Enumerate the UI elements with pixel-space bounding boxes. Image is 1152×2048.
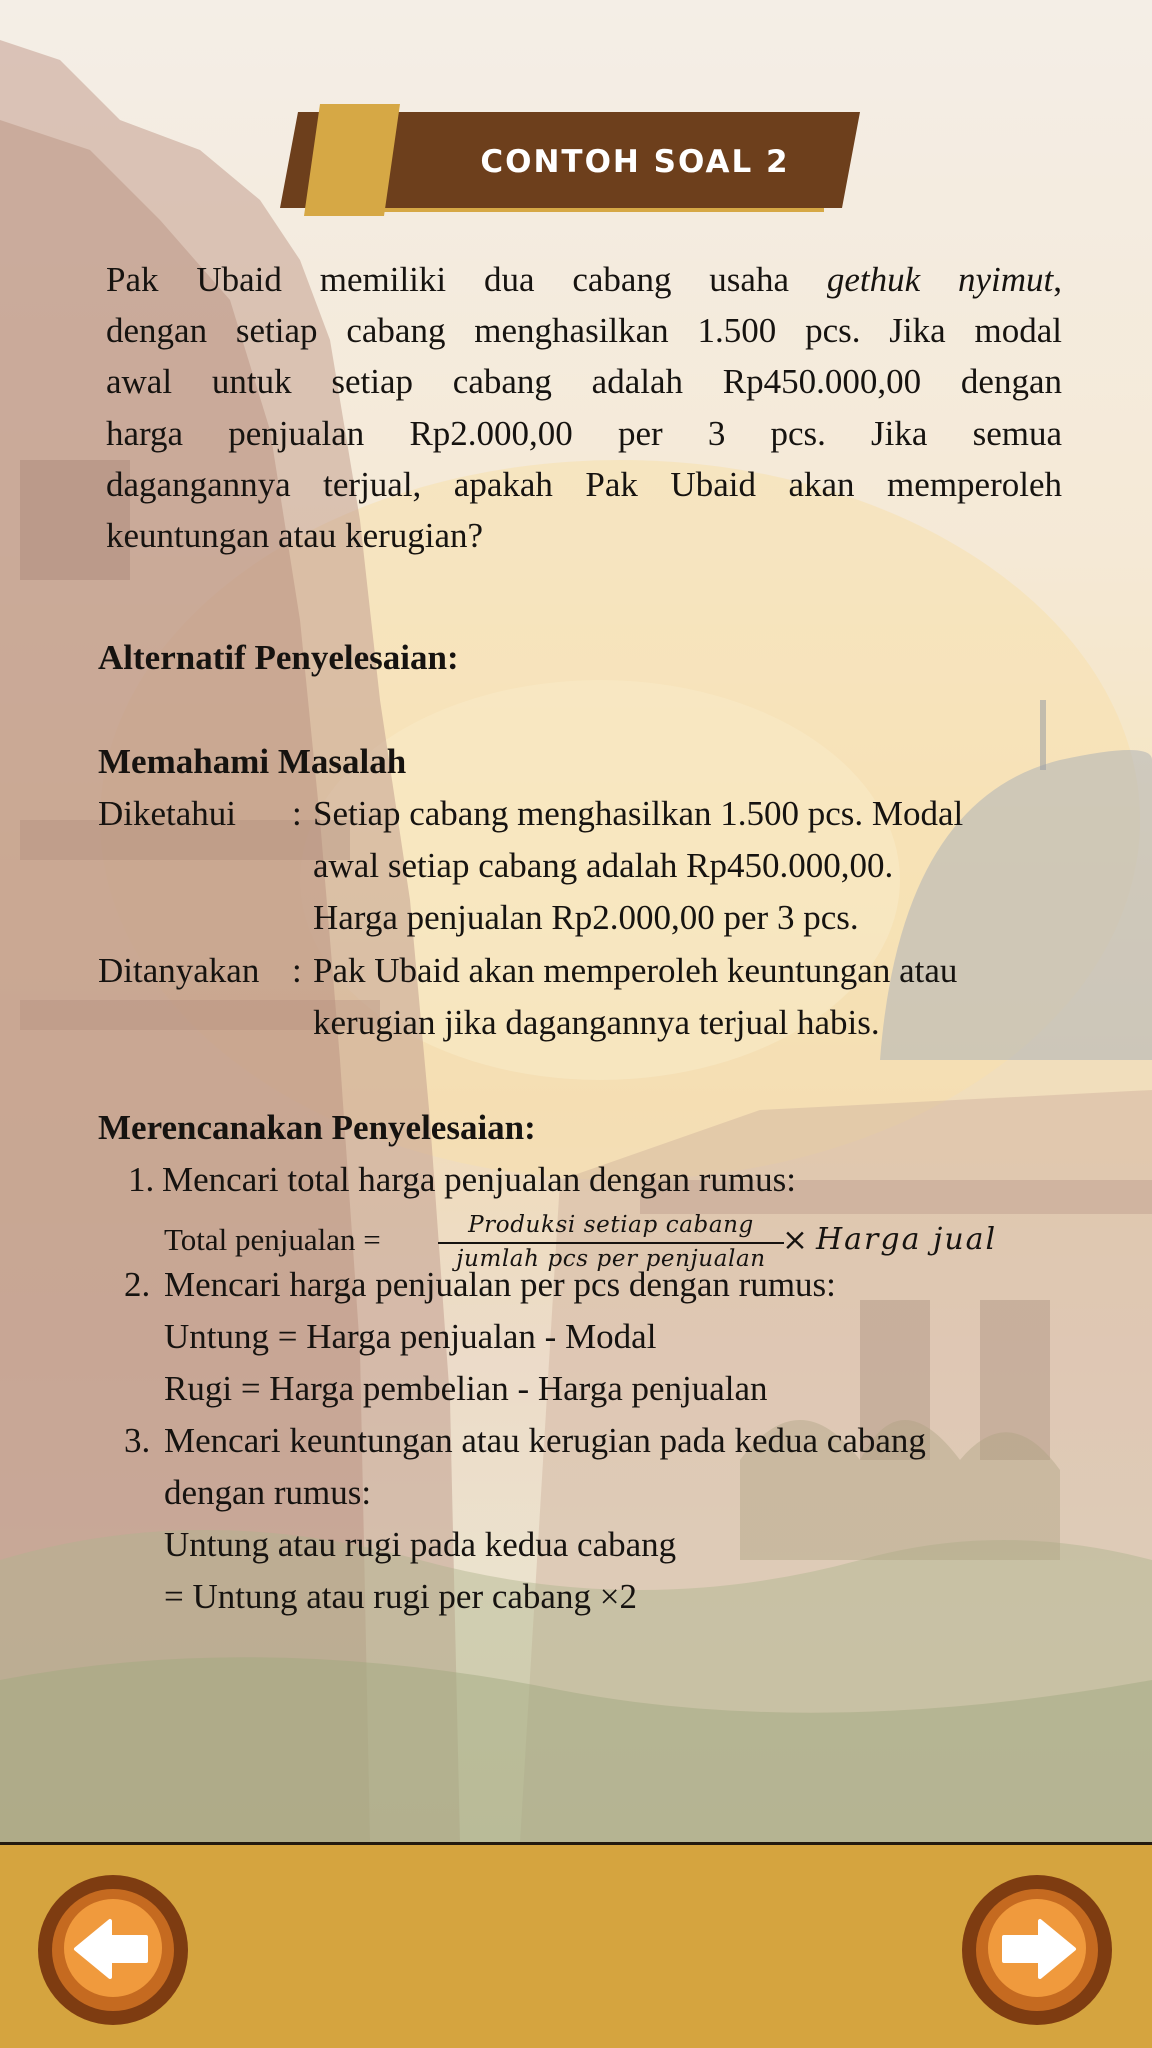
previous-page-button[interactable] [38, 1875, 188, 2025]
step-3-line-2: dengan rumus: [164, 1473, 372, 1512]
known-colon: : [292, 794, 302, 833]
step-2-profit-formula: Untung = Harga penjualan - Modal [164, 1317, 657, 1356]
known-line-1: Setiap cabang menghasilkan 1.500 pcs. Modal [313, 794, 964, 833]
asked-line-2: kerugian jika dagangannya terjual habis. [313, 1003, 880, 1042]
problem-italic-term: gethuk nyimut [826, 260, 1054, 299]
step-2-text: Mencari harga penjualan per pcs dengan rumus: [164, 1265, 836, 1304]
asked-line-1: Pak Ubaid akan memperoleh keuntungan atau [313, 951, 958, 990]
formula-times-sign: × [782, 1222, 808, 1258]
problem-statement [106, 254, 1062, 561]
asked-label: Ditanyakan [98, 951, 260, 990]
formula-lhs: Total penjualan = [164, 1222, 381, 1257]
known-line-2: awal setiap cabang adalah Rp450.000,00. [313, 846, 894, 885]
step-2-loss-formula: Rugi = Harga pembelian - Harga penjualan [164, 1369, 768, 1408]
step-1-number: 1. [128, 1160, 155, 1199]
step-3-text: Mencari keuntungan atau kerugian pada kedua cabang [164, 1421, 926, 1460]
formula-denominator: jumlah pcs per penjualan [456, 1246, 766, 1272]
step-3-line-3: Untung atau rugi pada kedua cabang [164, 1525, 677, 1564]
problem-line-2: dengan setiap cabang menghasilkan 1.500 pcs. Jika modal [106, 311, 1062, 351]
formula-rhs: Harga jual [816, 1222, 998, 1257]
arrow-right-icon [962, 1875, 1112, 2025]
step-3-line-4: = Untung atau rugi per cabang ×2 [164, 1577, 637, 1616]
step-1-text: Mencari total harga penjualan dengan rumus: [162, 1160, 796, 1199]
problem-line-3: awal untuk setiap cabang adalah Rp450.000,00 dengan [106, 362, 1062, 402]
plan-heading: Merencanakan Penyelesaian: [98, 1108, 536, 1147]
solution-heading: Alternatif Penyelesaian: [98, 638, 459, 677]
title-banner [280, 104, 860, 216]
known-label: Diketahui [98, 794, 237, 833]
bottom-nav-bar [0, 1842, 1152, 2048]
known-line-3: Harga penjualan Rp2.000,00 per 3 pcs. [313, 898, 859, 937]
problem-line-1: Pak Ubaid memiliki dua cabang usaha gethuk nyimut, [106, 260, 1062, 299]
next-page-button[interactable] [962, 1875, 1112, 2025]
problem-line-5: dagangannya terjual, apakah Pak Ubaid akan memperoleh [106, 464, 1062, 504]
step-2-number: 2. [124, 1265, 151, 1304]
arrow-left-icon [38, 1875, 188, 2025]
formula-numerator: Produksi setiap cabang [468, 1212, 754, 1238]
step-3-number: 3. [124, 1421, 151, 1460]
problem-line-6: keuntungan atau kerugian? [106, 516, 484, 556]
banner-title: CONTOH SOAL 2 [480, 144, 790, 180]
asked-colon: : [292, 951, 302, 990]
problem-line-4: harga penjualan Rp2.000,00 per 3 pcs. Jika semua [106, 413, 1062, 453]
understand-heading: Memahami Masalah [98, 742, 407, 781]
